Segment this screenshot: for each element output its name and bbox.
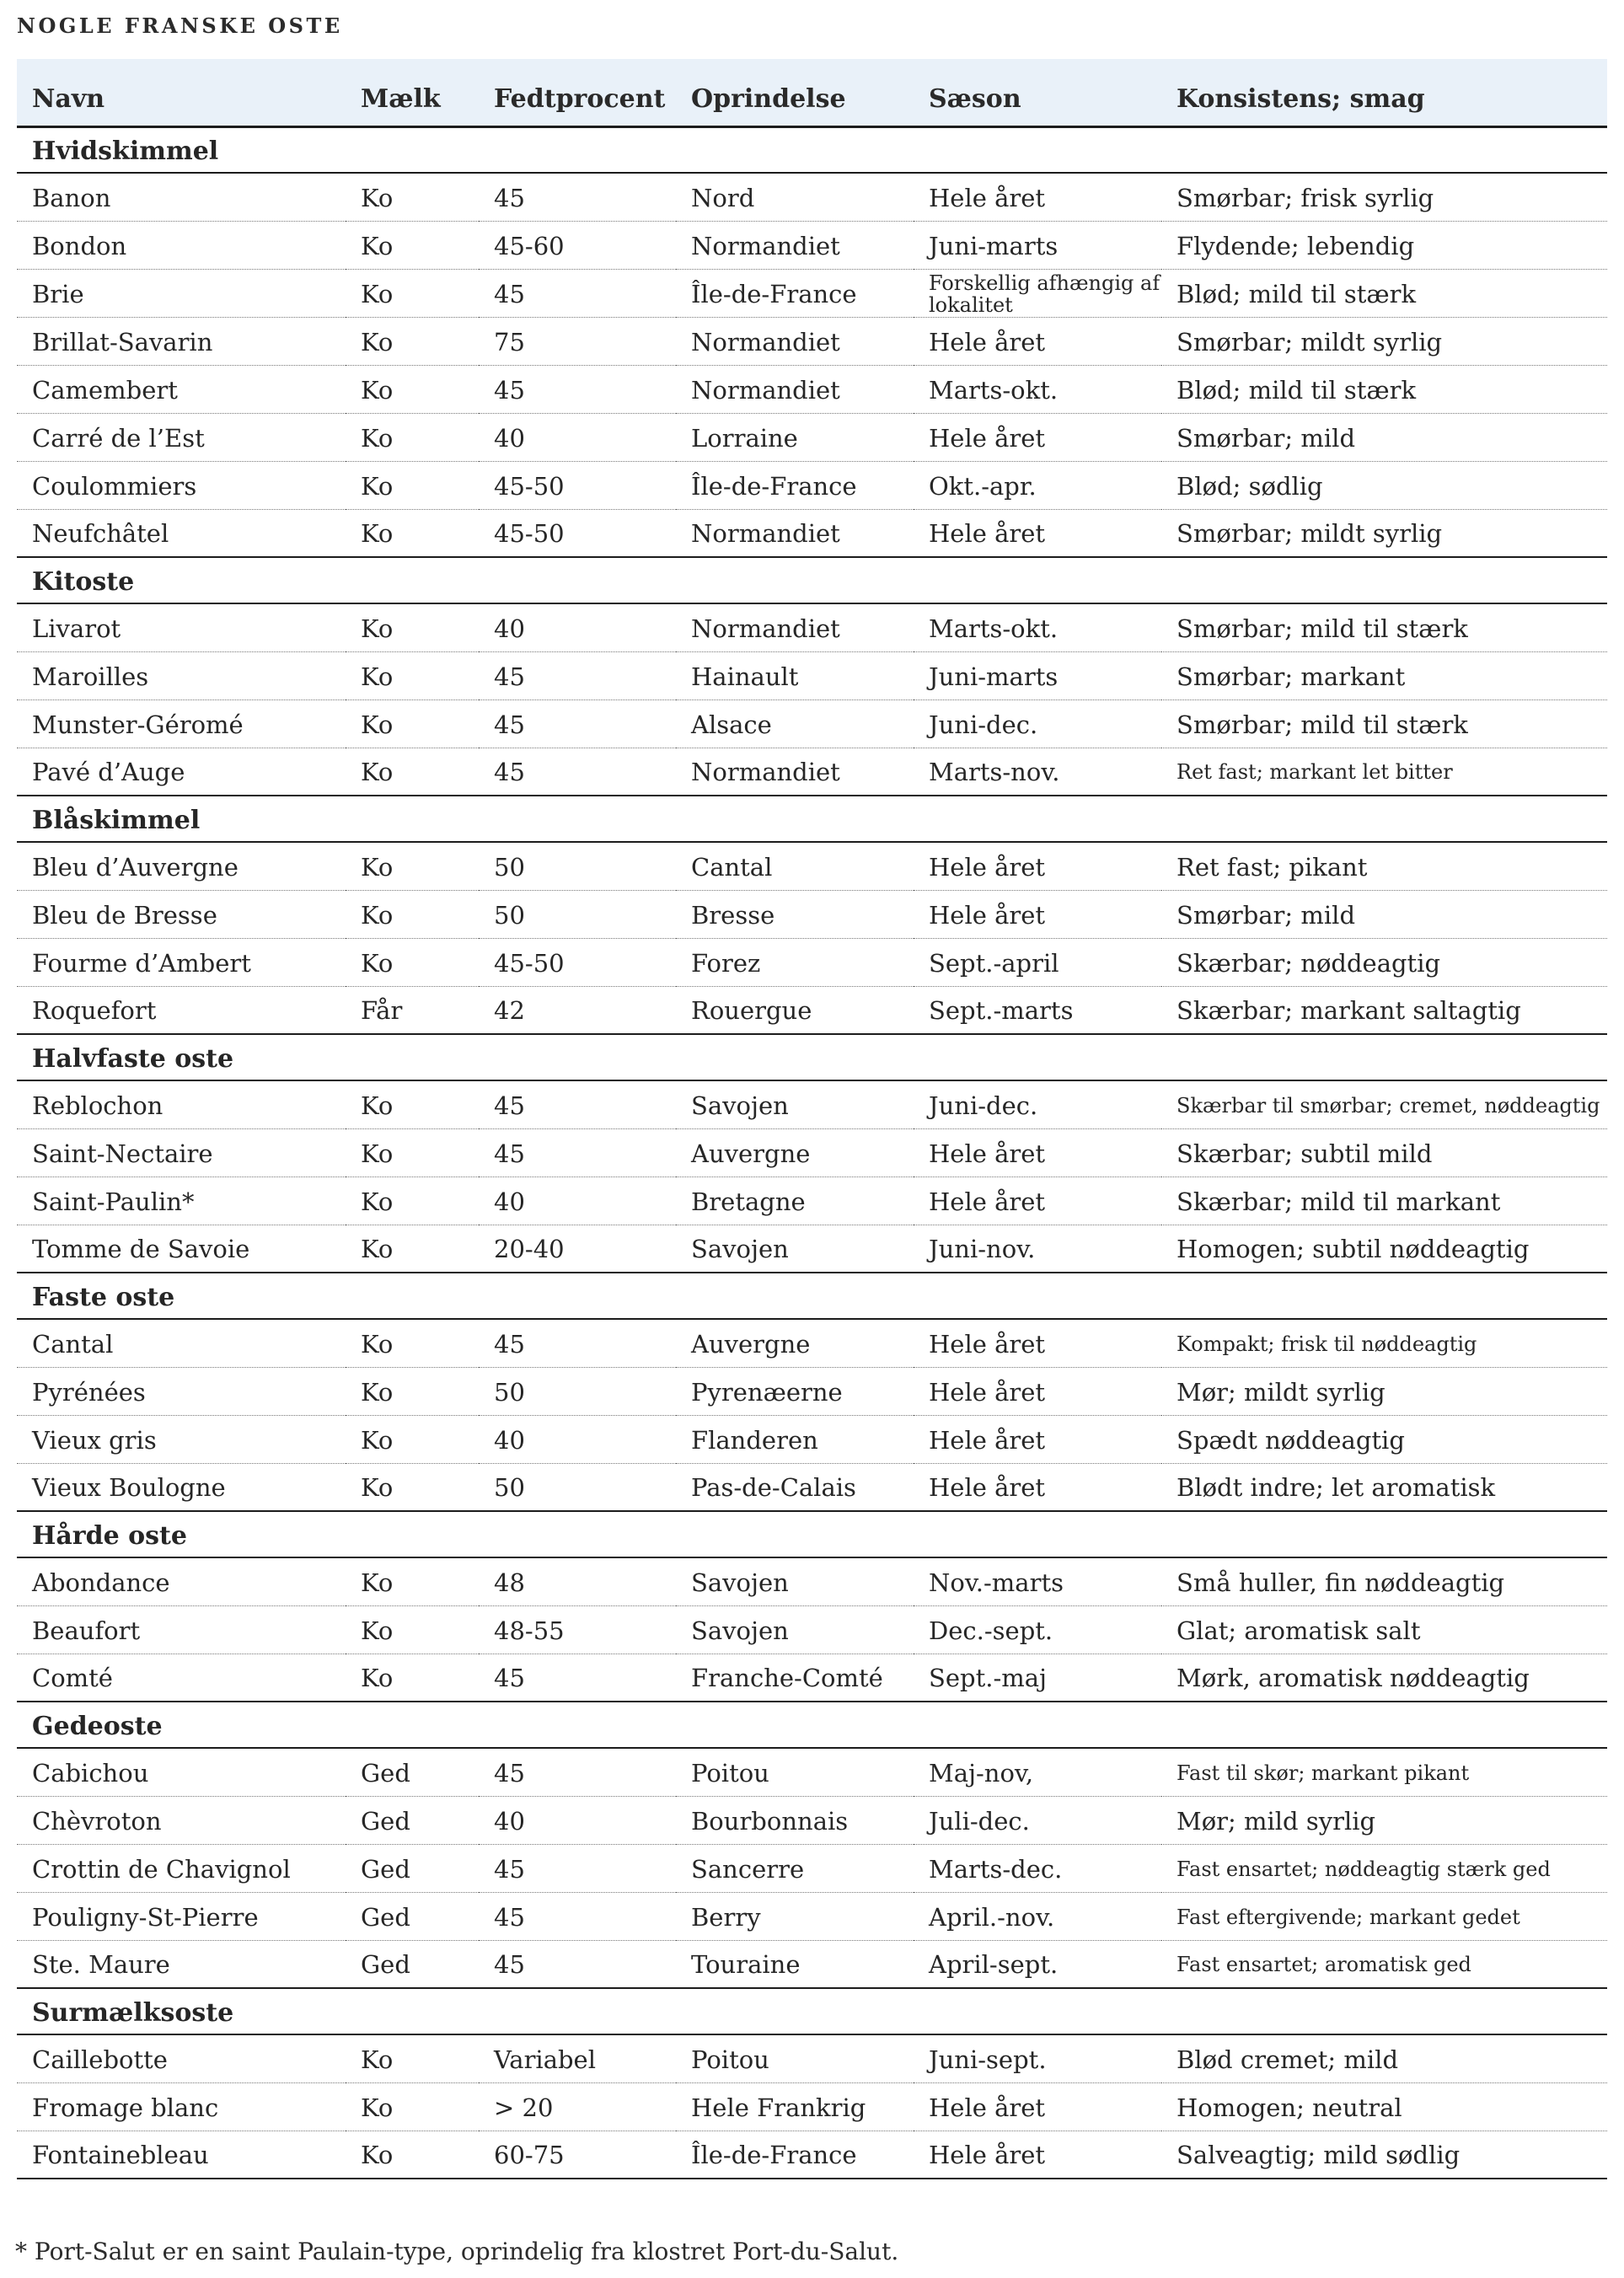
group-row <box>17 126 1607 173</box>
table-row <box>17 1463 1607 1511</box>
cell-milk: Ko <box>346 2131 479 2179</box>
cell-name: Neufchâtel <box>17 509 346 557</box>
cell-season: Sept.-maj <box>914 1654 1161 1702</box>
cell-season: Hele året <box>914 1463 1161 1511</box>
cell-milk: Ko <box>346 1080 479 1128</box>
cell-season: Juni-marts <box>914 651 1161 699</box>
table-row <box>17 1415 1607 1463</box>
cell-milk: Ko <box>346 651 479 699</box>
table-row <box>17 509 1607 557</box>
cell-season: Juli-dec. <box>914 1796 1161 1844</box>
column-header-consistency: Konsistens; smag <box>1161 59 1607 126</box>
cell-consistency: Skærbar; mild til markant <box>1161 1177 1607 1225</box>
cell-fat: 45 <box>479 699 676 748</box>
cell-name: Ste. Maure <box>17 1940 346 1988</box>
table-row <box>17 1654 1607 1702</box>
cell-consistency: Skærbar til smørbar; cremet, nøddeagtig <box>1161 1080 1607 1128</box>
cell-milk: Ko <box>346 1415 479 1463</box>
cell-consistency: Smørbar; mild til stærk <box>1161 699 1607 748</box>
cell-origin: Île-de-France <box>676 461 914 509</box>
cell-fat: 48 <box>479 1557 676 1605</box>
cell-consistency: Blød; sødlig <box>1161 461 1607 509</box>
cell-origin: Savojen <box>676 1605 914 1654</box>
table-row <box>17 1748 1607 1796</box>
cell-fat: 40 <box>479 1177 676 1225</box>
cell-fat: 45 <box>479 748 676 796</box>
cell-name: Beaufort <box>17 1605 346 1654</box>
cell-fat: 50 <box>479 890 676 938</box>
cell-milk: Ko <box>346 317 479 365</box>
cell-name: Reblochon <box>17 1080 346 1128</box>
cell-fat: 45-50 <box>479 938 676 986</box>
cell-season: Hele året <box>914 509 1161 557</box>
cell-name: Saint-Paulin* <box>17 1177 346 1225</box>
cell-milk: Ged <box>346 1892 479 1940</box>
table-row <box>17 842 1607 890</box>
cell-consistency: Fast ensartet; nøddeagtig stærk ged <box>1161 1844 1607 1892</box>
cell-name: Saint-Nectaire <box>17 1128 346 1177</box>
cell-name: Comté <box>17 1654 346 1702</box>
cell-name: Pouligny-St-Pierre <box>17 1892 346 1940</box>
cell-consistency: Smørbar; mild til stærk <box>1161 603 1607 651</box>
table-row <box>17 317 1607 365</box>
cell-milk: Ko <box>346 269 479 317</box>
cell-origin: Alsace <box>676 699 914 748</box>
cell-season: Hele året <box>914 317 1161 365</box>
group-heading: Kitoste <box>17 557 1607 603</box>
cell-name: Brillat-Savarin <box>17 317 346 365</box>
cell-season: April.-nov. <box>914 1892 1161 1940</box>
cell-origin: Rouergue <box>676 986 914 1034</box>
cell-milk: Ko <box>346 1225 479 1273</box>
group-row <box>17 796 1607 842</box>
cell-name: Banon <box>17 173 346 221</box>
cell-name: Munster-Géromé <box>17 699 346 748</box>
table-row <box>17 1177 1607 1225</box>
cell-season: Hele året <box>914 2131 1161 2179</box>
cell-milk: Får <box>346 986 479 1034</box>
cell-origin: Savojen <box>676 1557 914 1605</box>
cell-milk: Ged <box>346 1844 479 1892</box>
cell-consistency: Fast eftergivende; markant gedet <box>1161 1892 1607 1940</box>
column-header-origin: Oprindelse <box>676 59 914 126</box>
cell-consistency: Homogen; neutral <box>1161 2082 1607 2131</box>
cell-name: Chèvroton <box>17 1796 346 1844</box>
cell-name: Brie <box>17 269 346 317</box>
group-heading: Hårde oste <box>17 1511 1607 1557</box>
footnote: * Port-Salut er en saint Paulain-type, oprindelig fra klostret Port-du-Salut. <box>15 2238 899 2265</box>
cell-origin: Normandiet <box>676 509 914 557</box>
cell-season: Hele året <box>914 413 1161 461</box>
cell-origin: Bretagne <box>676 1177 914 1225</box>
group-row <box>17 1988 1607 2034</box>
cell-fat: 40 <box>479 1796 676 1844</box>
cell-milk: Ko <box>346 1177 479 1225</box>
column-header-milk: Mælk <box>346 59 479 126</box>
cell-milk: Ko <box>346 842 479 890</box>
table-body <box>17 126 1607 2179</box>
column-header-name: Navn <box>17 59 346 126</box>
cell-consistency: Blød cremet; mild <box>1161 2034 1607 2082</box>
table-row <box>17 461 1607 509</box>
group-heading: Halvfaste oste <box>17 1034 1607 1080</box>
table-row <box>17 2131 1607 2179</box>
cell-name: Vieux gris <box>17 1415 346 1463</box>
cell-fat: 45 <box>479 1844 676 1892</box>
cell-name: Coulommiers <box>17 461 346 509</box>
cell-season: Hele året <box>914 890 1161 938</box>
cell-consistency: Blød; mild til stærk <box>1161 269 1607 317</box>
cell-consistency: Smørbar; frisk syrlig <box>1161 173 1607 221</box>
cell-milk: Ko <box>346 461 479 509</box>
cell-origin: Pyrenæerne <box>676 1367 914 1415</box>
cell-season: Hele året <box>914 173 1161 221</box>
table-row <box>17 1892 1607 1940</box>
cell-origin: Hele Frankrig <box>676 2082 914 2131</box>
group-row <box>17 1273 1607 1319</box>
cell-name: Fontainebleau <box>17 2131 346 2179</box>
cell-milk: Ko <box>346 1463 479 1511</box>
cell-fat: 75 <box>479 317 676 365</box>
cell-consistency: Blød; mild til stærk <box>1161 365 1607 413</box>
cell-season: Sept.-marts <box>914 986 1161 1034</box>
cell-consistency: Skærbar; nøddeagtig <box>1161 938 1607 986</box>
table-row <box>17 1080 1607 1128</box>
cell-milk: Ko <box>346 221 479 269</box>
cell-milk: Ko <box>346 1128 479 1177</box>
cell-season: Dec.-sept. <box>914 1605 1161 1654</box>
cell-season: Hele året <box>914 1319 1161 1367</box>
cell-milk: Ko <box>346 2034 479 2082</box>
cell-name: Roquefort <box>17 986 346 1034</box>
cell-consistency: Mørk, aromatisk nøddeagtig <box>1161 1654 1607 1702</box>
cell-consistency: Smørbar; markant <box>1161 651 1607 699</box>
cell-name: Pyrénées <box>17 1367 346 1415</box>
cell-name: Bleu de Bresse <box>17 890 346 938</box>
page-title: NOGLE FRANSKE OSTE <box>17 13 343 38</box>
cell-fat: > 20 <box>479 2082 676 2131</box>
cell-consistency: Flydende; lebendig <box>1161 221 1607 269</box>
cell-milk: Ko <box>346 509 479 557</box>
group-row <box>17 1034 1607 1080</box>
cell-consistency: Ret fast; pikant <box>1161 842 1607 890</box>
cell-fat: Variabel <box>479 2034 676 2082</box>
cell-origin: Poitou <box>676 1748 914 1796</box>
cell-season: Maj-nov, <box>914 1748 1161 1796</box>
cell-milk: Ged <box>346 1796 479 1844</box>
cell-origin: Nord <box>676 173 914 221</box>
cell-season: Okt.-apr. <box>914 461 1161 509</box>
cell-fat: 50 <box>479 842 676 890</box>
group-row <box>17 1702 1607 1748</box>
cell-season: Hele året <box>914 842 1161 890</box>
cell-name: Bleu d’Auvergne <box>17 842 346 890</box>
cell-season: Hele året <box>914 1367 1161 1415</box>
table-row <box>17 1557 1607 1605</box>
cell-season: Hele året <box>914 1177 1161 1225</box>
table-row <box>17 365 1607 413</box>
cell-season: Sept.-april <box>914 938 1161 986</box>
cheese-table-container <box>17 59 1607 2179</box>
cell-fat: 50 <box>479 1367 676 1415</box>
cell-origin: Poitou <box>676 2034 914 2082</box>
cell-fat: 45 <box>479 1940 676 1988</box>
cell-season: Hele året <box>914 2082 1161 2131</box>
table-row <box>17 651 1607 699</box>
table-row <box>17 173 1607 221</box>
table-row <box>17 938 1607 986</box>
cell-origin: Bresse <box>676 890 914 938</box>
cell-consistency: Ret fast; markant let bitter <box>1161 748 1607 796</box>
cell-milk: Ko <box>346 748 479 796</box>
cell-name: Camembert <box>17 365 346 413</box>
cell-consistency: Skærbar; subtil mild <box>1161 1128 1607 1177</box>
cell-name: Tomme de Savoie <box>17 1225 346 1273</box>
cell-origin: Normandiet <box>676 748 914 796</box>
table-row <box>17 413 1607 461</box>
cell-consistency: Smørbar; mildt syrlig <box>1161 317 1607 365</box>
cell-milk: Ko <box>346 1557 479 1605</box>
cell-milk: Ged <box>346 1940 479 1988</box>
cell-name: Fromage blanc <box>17 2082 346 2131</box>
cell-name: Carré de l’Est <box>17 413 346 461</box>
table-row <box>17 1796 1607 1844</box>
cell-milk: Ko <box>346 890 479 938</box>
cell-season: Marts-dec. <box>914 1844 1161 1892</box>
cell-origin: Cantal <box>676 842 914 890</box>
cell-fat: 45-50 <box>479 509 676 557</box>
table-row <box>17 1605 1607 1654</box>
cell-season: Juni-sept. <box>914 2034 1161 2082</box>
cell-consistency: Homogen; subtil nøddeagtig <box>1161 1225 1607 1273</box>
cell-name: Fourme d’Ambert <box>17 938 346 986</box>
cell-origin: Île-de-France <box>676 2131 914 2179</box>
cell-season: Marts-okt. <box>914 603 1161 651</box>
cell-name: Abondance <box>17 1557 346 1605</box>
cell-consistency: Fast ensartet; aromatisk ged <box>1161 1940 1607 1988</box>
cell-milk: Ko <box>346 1654 479 1702</box>
cell-origin: Bourbonnais <box>676 1796 914 1844</box>
cell-name: Cabichou <box>17 1748 346 1796</box>
cell-milk: Ko <box>346 365 479 413</box>
cell-origin: Pas-de-Calais <box>676 1463 914 1511</box>
cell-name: Caillebotte <box>17 2034 346 2082</box>
cell-fat: 45 <box>479 365 676 413</box>
cell-season: Marts-nov. <box>914 748 1161 796</box>
table-row <box>17 1128 1607 1177</box>
group-row <box>17 557 1607 603</box>
cell-season: Nov.-marts <box>914 1557 1161 1605</box>
cell-consistency: Spædt nøddeagtig <box>1161 1415 1607 1463</box>
cell-origin: Forez <box>676 938 914 986</box>
cell-milk: Ko <box>346 603 479 651</box>
table-row <box>17 1225 1607 1273</box>
cell-consistency: Smørbar; mild <box>1161 413 1607 461</box>
cell-fat: 50 <box>479 1463 676 1511</box>
cell-season: April-sept. <box>914 1940 1161 1988</box>
cell-fat: 45 <box>479 1080 676 1128</box>
cell-season: Hele året <box>914 1415 1161 1463</box>
cell-fat: 45 <box>479 1748 676 1796</box>
table-row <box>17 603 1607 651</box>
cell-fat: 45-50 <box>479 461 676 509</box>
cell-season: Marts-okt. <box>914 365 1161 413</box>
cell-origin: Auvergne <box>676 1128 914 1177</box>
cell-name: Cantal <box>17 1319 346 1367</box>
cell-origin: Berry <box>676 1892 914 1940</box>
table-row <box>17 1844 1607 1892</box>
cell-name: Livarot <box>17 603 346 651</box>
cheese-table <box>17 59 1607 2179</box>
cell-season: Juni-marts <box>914 221 1161 269</box>
table-row <box>17 2034 1607 2082</box>
cell-name: Vieux Boulogne <box>17 1463 346 1511</box>
column-header-fat: Fedtprocent <box>479 59 676 126</box>
table-row <box>17 269 1607 317</box>
cell-fat: 42 <box>479 986 676 1034</box>
cell-season: Juni-dec. <box>914 699 1161 748</box>
cell-milk: Ko <box>346 1319 479 1367</box>
cell-milk: Ko <box>346 2082 479 2131</box>
cell-fat: 60-75 <box>479 2131 676 2179</box>
cell-fat: 45 <box>479 651 676 699</box>
cell-origin: Normandiet <box>676 221 914 269</box>
table-row <box>17 1940 1607 1988</box>
group-row <box>17 1511 1607 1557</box>
cell-milk: Ko <box>346 1605 479 1654</box>
cell-name: Bondon <box>17 221 346 269</box>
cell-origin: Flanderen <box>676 1415 914 1463</box>
cell-consistency: Små huller, fin nøddeagtig <box>1161 1557 1607 1605</box>
header-row <box>17 59 1607 126</box>
table-row <box>17 2082 1607 2131</box>
cell-consistency: Salveagtig; mild sødlig <box>1161 2131 1607 2179</box>
cell-fat: 45 <box>479 269 676 317</box>
group-heading: Blåskimmel <box>17 796 1607 842</box>
cell-consistency: Skærbar; markant saltagtig <box>1161 986 1607 1034</box>
cell-origin: Auvergne <box>676 1319 914 1367</box>
group-heading: Surmælksoste <box>17 1988 1607 2034</box>
cell-origin: Normandiet <box>676 365 914 413</box>
group-heading: Faste oste <box>17 1273 1607 1319</box>
cell-name: Pavé d’Auge <box>17 748 346 796</box>
column-header-season: Sæson <box>914 59 1161 126</box>
cell-fat: 40 <box>479 1415 676 1463</box>
cell-consistency: Blødt indre; let aromatisk <box>1161 1463 1607 1511</box>
cell-season: Forskellig afhængig af lokalitet <box>914 269 1161 317</box>
cell-milk: Ko <box>346 1367 479 1415</box>
cell-fat: 45 <box>479 1319 676 1367</box>
cell-fat: 45 <box>479 1892 676 1940</box>
cell-consistency: Fast til skør; markant pikant <box>1161 1748 1607 1796</box>
cell-origin: Île-de-France <box>676 269 914 317</box>
table-row <box>17 748 1607 796</box>
cell-fat: 45 <box>479 173 676 221</box>
cell-origin: Normandiet <box>676 317 914 365</box>
cell-consistency: Smørbar; mild <box>1161 890 1607 938</box>
cell-season: Juni-dec. <box>914 1080 1161 1128</box>
group-heading: Hvidskimmel <box>17 126 1607 173</box>
cell-fat: 40 <box>479 413 676 461</box>
group-heading: Gedeoste <box>17 1702 1607 1748</box>
cell-season: Juni-nov. <box>914 1225 1161 1273</box>
cell-fat: 40 <box>479 603 676 651</box>
table-row <box>17 221 1607 269</box>
cell-consistency: Mør; mild syrlig <box>1161 1796 1607 1844</box>
cell-milk: Ged <box>346 1748 479 1796</box>
cell-name: Maroilles <box>17 651 346 699</box>
table-row <box>17 890 1607 938</box>
table-row <box>17 699 1607 748</box>
cell-name: Crottin de Chavignol <box>17 1844 346 1892</box>
cell-fat: 20-40 <box>479 1225 676 1273</box>
cell-milk: Ko <box>346 413 479 461</box>
cell-fat: 45-60 <box>479 221 676 269</box>
cell-milk: Ko <box>346 938 479 986</box>
cell-origin: Lorraine <box>676 413 914 461</box>
cell-fat: 45 <box>479 1128 676 1177</box>
cell-fat: 48-55 <box>479 1605 676 1654</box>
table-row <box>17 1367 1607 1415</box>
cell-consistency: Kompakt; frisk til nøddeagtig <box>1161 1319 1607 1367</box>
cell-milk: Ko <box>346 173 479 221</box>
table-row <box>17 1319 1607 1367</box>
table-header <box>17 59 1607 126</box>
cell-origin: Hainault <box>676 651 914 699</box>
table-row <box>17 986 1607 1034</box>
cell-consistency: Glat; aromatisk salt <box>1161 1605 1607 1654</box>
cell-season: Hele året <box>914 1128 1161 1177</box>
cell-consistency: Mør; mildt syrlig <box>1161 1367 1607 1415</box>
cell-origin: Savojen <box>676 1225 914 1273</box>
cell-milk: Ko <box>346 699 479 748</box>
cell-fat: 45 <box>479 1654 676 1702</box>
cell-origin: Savojen <box>676 1080 914 1128</box>
cell-origin: Franche-Comté <box>676 1654 914 1702</box>
cell-origin: Normandiet <box>676 603 914 651</box>
cell-origin: Sancerre <box>676 1844 914 1892</box>
cell-origin: Touraine <box>676 1940 914 1988</box>
cell-consistency: Smørbar; mildt syrlig <box>1161 509 1607 557</box>
